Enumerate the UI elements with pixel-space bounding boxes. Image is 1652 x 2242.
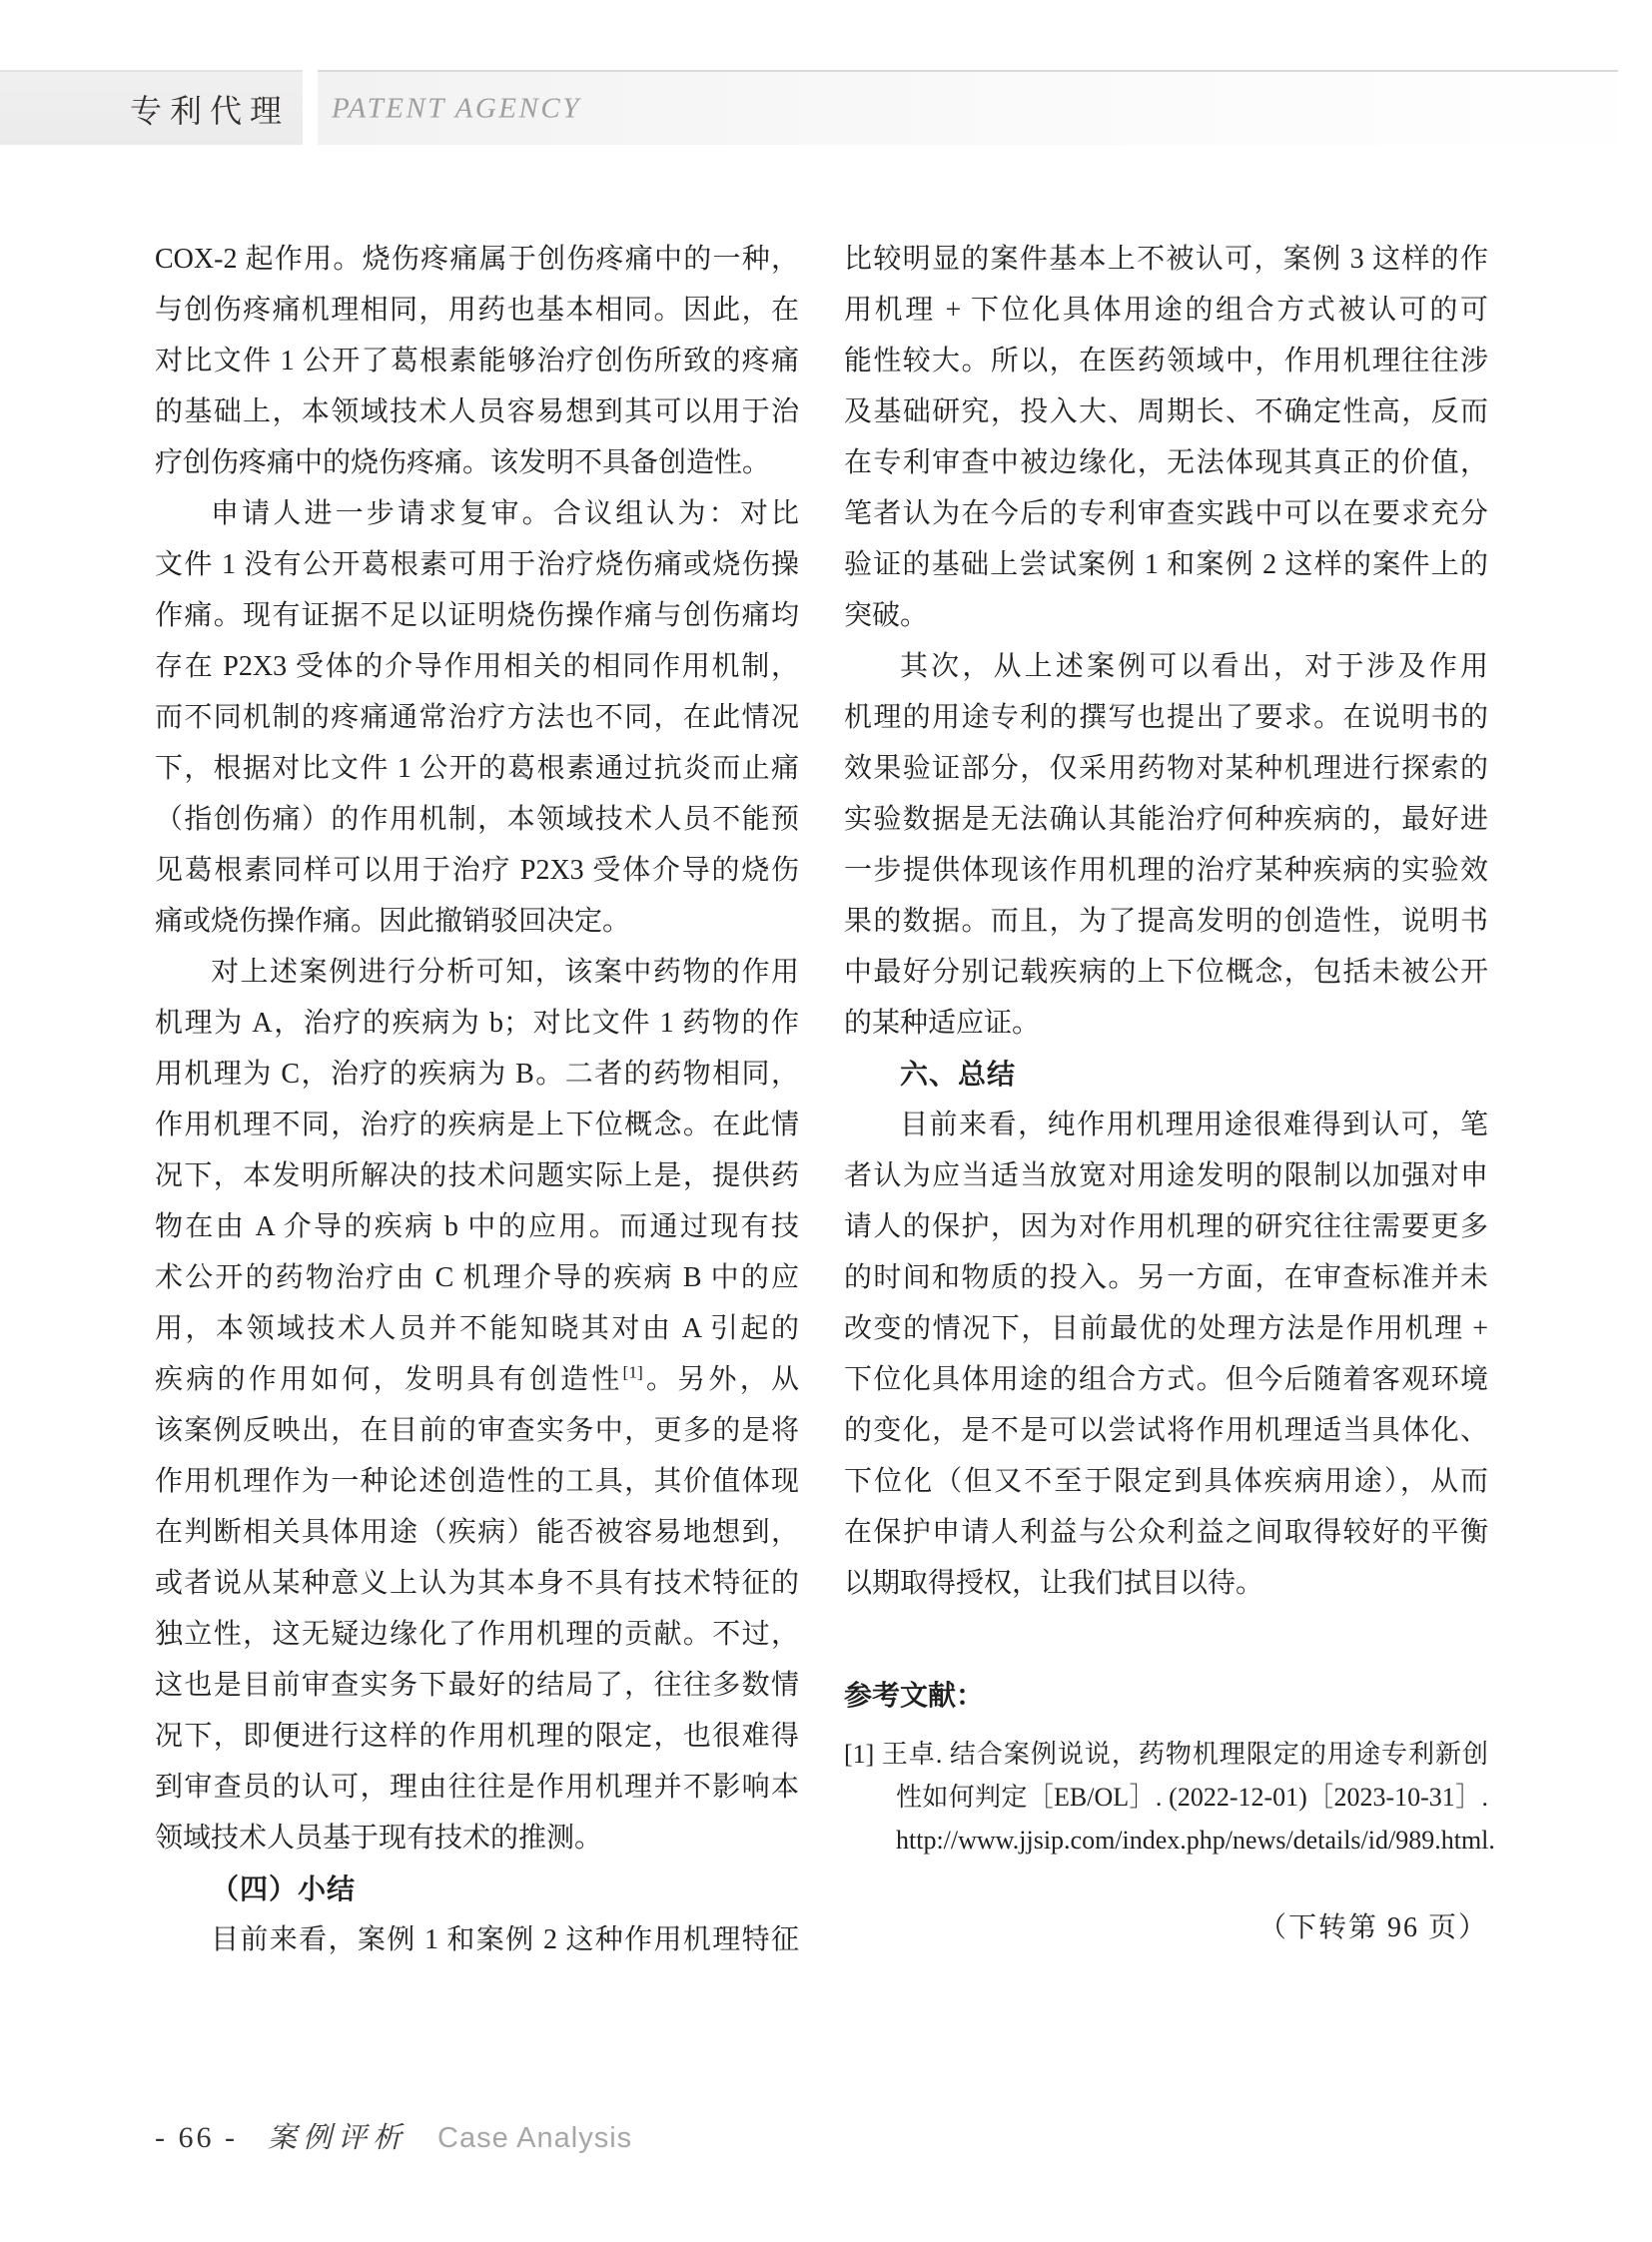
text-line: 笔者认为在今后的专利审查实践中可以在要求充分 xyxy=(844,498,1488,529)
text-line: 术公开的药物治疗由 C 机理介导的疾病 B 中的应 xyxy=(155,1262,799,1293)
text-line: （四）小结 xyxy=(211,1873,357,1904)
text-line: 突破。 xyxy=(844,600,929,631)
header-band-right xyxy=(318,70,1618,145)
footer-section-cn: 案例评析 xyxy=(267,2122,408,2154)
text-line: 果的数据。而且，为了提高发明的创造性，说明书 xyxy=(844,906,1488,937)
text-line: 或者说从某种意义上认为其本身不具有技术特征的 xyxy=(155,1568,799,1599)
text-line: 到审查员的认可，理由往往是作用机理并不影响本 xyxy=(155,1772,799,1803)
text-line: 痛或烧伤操作痛。因此撤销驳回决定。 xyxy=(155,906,631,937)
citation-marker: [1] xyxy=(622,1362,643,1382)
text-line: 验证的基础上尝试案例 1 和案例 2 这样的案件上的 xyxy=(844,549,1488,580)
text-line: http://www.jjsip.com/index.php/news/details/id/989.html. xyxy=(896,1826,1495,1855)
text-line: 申请人进一步请求复审。合议组认为：对比 xyxy=(211,498,799,529)
text-line: 性如何判定［EB/OL］. (2022-12-01)［2023-10-31］. xyxy=(896,1783,1488,1812)
text-line: 的变化，是不是可以尝试将作用机理适当具体化、 xyxy=(844,1415,1488,1446)
text-line: [1] 王卓. 结合案例说说，药物机理限定的用途专利新创 xyxy=(844,1740,1488,1769)
text-line: 用，本领域技术人员并不能知晓其对由 A 引起的 xyxy=(155,1313,799,1344)
article-column-left xyxy=(155,234,799,1965)
page-footer xyxy=(155,2115,632,2159)
text-line: 作用机理不同，治疗的疾病是上下位概念。在此情 xyxy=(155,1110,799,1140)
text-line: 在专利审查中被边缘化，无法体现其真正的价值， xyxy=(844,447,1488,478)
text-line: 能性较大。所以，在医药领域中，作用机理往往涉 xyxy=(844,346,1488,376)
text-line: 疗创伤疼痛中的烧伤疼痛。该发明不具备创造性。 xyxy=(155,447,771,478)
text-line: 领域技术人员基于现有技术的推测。 xyxy=(155,1823,603,1854)
text-line: 在判断相关具体用途（疾病）能否被容易地想到， xyxy=(155,1517,799,1548)
text-line: 效果验证部分，仅采用药物对某种机理进行探索的 xyxy=(844,753,1488,784)
text-line: 对上述案例进行分析可知，该案中药物的作用 xyxy=(211,957,799,988)
text-line: 用机理为 C，治疗的疾病为 B。二者的药物相同， xyxy=(155,1059,799,1090)
text-line: 作用机理作为一种论述创造性的工具，其价值体现 xyxy=(155,1466,799,1497)
header-band-left xyxy=(0,70,303,145)
references-list xyxy=(844,1733,1495,1862)
text-line: 机理的用途专利的撰写也提出了要求。在说明书的 xyxy=(844,702,1488,733)
text-line: 与创伤疼痛机理相同，用药也基本相同。因此，在 xyxy=(155,295,799,326)
text-line: 下，根据对比文件 1 公开的葛根素通过抗炎而止痛 xyxy=(155,753,799,784)
text-line: 及基础研究，投入大、周期长、不确定性高，反而 xyxy=(844,396,1488,427)
text-line: 独立性，这无疑边缘化了作用机理的贡献。不过， xyxy=(155,1619,799,1650)
section-title-cn: 专利代理 xyxy=(129,92,290,129)
text-line: 见葛根素同样可以用于治疗 P2X3 受体介导的烧伤 xyxy=(155,855,799,886)
text-line: 者认为应当适当放宽对用途发明的限制以加强对申 xyxy=(844,1160,1488,1191)
article-column-right xyxy=(844,234,1488,1609)
text-line: 存在 P2X3 受体的介导作用相关的相同作用机制， xyxy=(155,651,799,682)
text-line: 在保护申请人利益与公众利益之间取得较好的平衡 xyxy=(844,1517,1488,1548)
text-line: 六、总结 xyxy=(900,1059,1017,1090)
text-line: 机理为 A，治疗的疾病为 b；对比文件 1 药物的作 xyxy=(155,1008,799,1039)
text-line: 改变的情况下，目前最优的处理方法是作用机理 + xyxy=(844,1313,1488,1344)
text-line: 作痛。现有证据不足以证明烧伤操作痛与创伤痛均 xyxy=(155,600,799,631)
page-number: - 66 - xyxy=(155,2121,238,2154)
text-line: COX-2 起作用。烧伤疼痛属于创伤疼痛中的一种， xyxy=(155,244,799,275)
text-line: 用机理 + 下位化具体用途的组合方式被认可的可 xyxy=(844,295,1488,326)
text-line: 请人的保护，因为对作用机理的研究往往需要更多 xyxy=(844,1211,1488,1242)
text-line: 的基础上，本领域技术人员容易想到其可以用于治 xyxy=(155,396,799,427)
text-line: 而不同机制的疼痛通常治疗方法也不同，在此情况 xyxy=(155,702,799,733)
text-line: 一步提供体现该作用机理的治疗某种疾病的实验效 xyxy=(844,855,1488,886)
text-line: 该案例反映出，在目前的审查实务中，更多的是将 xyxy=(155,1415,799,1446)
text-line: 目前来看，纯作用机理用途很难得到认可，笔 xyxy=(900,1110,1488,1140)
section-title-en: PATENT AGENCY xyxy=(332,92,581,124)
text-line: 文件 1 没有公开葛根素可用于治疗烧伤痛或烧伤操 xyxy=(155,549,799,580)
text-line: 况下，本发明所解决的技术问题实际上是，提供药 xyxy=(155,1160,799,1191)
text-line: 比较明显的案件基本上不被认可，案例 3 这样的作 xyxy=(844,244,1488,275)
text-line: 下位化（但又不至于限定到具体疾病用途），从而 xyxy=(844,1466,1488,1497)
text-line: 下位化具体用途的组合方式。但今后随着客观环境 xyxy=(844,1364,1488,1395)
text-line: 对比文件 1 公开了葛根素能够治疗创伤所致的疼痛 xyxy=(155,346,799,376)
text-line: 况下，即便进行这样的作用机理的限定，也很难得 xyxy=(155,1721,799,1752)
text-line: 中最好分别记载疾病的上下位概念，包括未被公开 xyxy=(844,957,1488,988)
text-line: 其次，从上述案例可以看出，对于涉及作用 xyxy=(900,651,1488,682)
text-line: 疾病的作用如何，发明具有创造性[1]。另外，从 xyxy=(155,1362,799,1395)
references-section xyxy=(844,1670,1495,1862)
continuation-note: （下转第 96 页） xyxy=(1257,1912,1488,1943)
text-line: 这也是目前审查实务下最好的结局了，往往多数情 xyxy=(155,1670,799,1701)
text-line: 物在由 A 介导的疾病 b 中的应用。而通过现有技 xyxy=(155,1211,799,1242)
text-line: （指创伤痛）的作用机制，本领域技术人员不能预 xyxy=(155,804,799,835)
text-line: 的时间和物质的投入。另一方面，在审查标准并未 xyxy=(844,1262,1488,1293)
text-line: 目前来看，案例 1 和案例 2 这种作用机理特征 xyxy=(211,1924,799,1955)
references-heading: 参考文献： xyxy=(844,1680,985,1711)
text-line: 的某种适应证。 xyxy=(844,1008,1041,1039)
text-line: 实验数据是无法确认其能治疗何种疾病的，最好进 xyxy=(844,804,1488,835)
header-band xyxy=(0,70,1652,143)
text-line: 以期取得授权，让我们拭目以待。 xyxy=(844,1568,1264,1599)
footer-section-en: Case Analysis xyxy=(437,2122,633,2154)
